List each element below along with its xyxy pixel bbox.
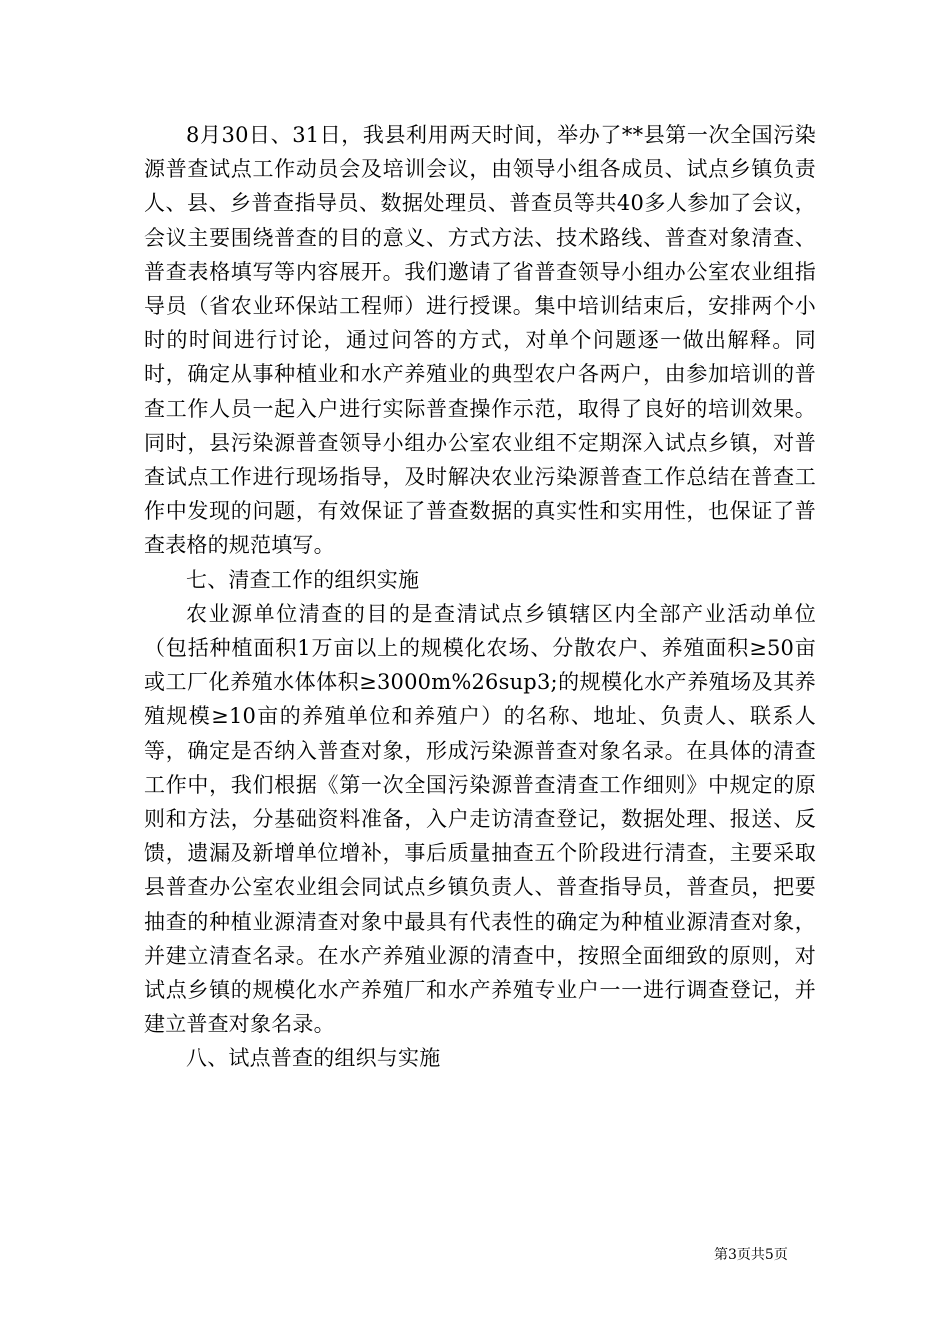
page-number-footer: 第3页共5页 — [714, 1247, 788, 1263]
section-heading-eight: 八、试点普查的组织与实施 — [186, 1046, 441, 1071]
paragraph-inventory-work: 农业源单位清查的目的是查清试点乡镇辖区内全部产业活动单位（包括种植面积1万亩以上的规模化农场、分散农户、养殖面积≥50亩或工厂化养殖水体体积≥3000m%26sup3;的规模化水产养殖场及其养殖规模≥10亩的养殖单位和养殖户）的名称、地址、负责人、联系人等，确定是否纳入普查对象，形成污染源普查对象名录。在具体的清查工作中，我们根据《第一次全国污染源普查清查工作细则》中规定的原则和方法，分基础资料准备，入户走访清查登记，数据处理、报送、反馈，遗漏及新增单位增补，事后质量抽查五个阶段进行清查，主要采取县普查办公室农业组会同试点乡镇负责人、普查指导员，普查员，把要抽查的种植业源清查对象中最具有代表性的确定为种植业源清查对象，并建立清查名录。在水产养殖业源的清查中，按照全面细致的原则，对试点乡镇的规模化水产养殖厂和水产养殖专业户一一进行调查登记，并建立普查对象名录。 — [144, 601, 816, 1037]
section-heading-seven: 七、清查工作的组织实施 — [186, 567, 420, 592]
paragraph-training-meeting: 8月30日、31日，我县利用两天时间，举办了**县第一次全国污染源普查试点工作动员会及培训会议，由领导小组各成员、试点乡镇负责人、县、乡普查指导员、数据处理员、普查员等共40多人参加了会议，会议主要围绕普查的目的意义、方式方法、技术路线、普查对象清查、普查表格填写等内容展开。我们邀请了省普查领导小组办公室农业组指导员（省农业环保站工程师）进行授课。集中培训结束后，安排两个小时的时间进行讨论，通过问答的方式，对单个问题逐一做出解释。同时，确定从事种植业和水产养殖业的典型农户各两户，由参加培训的普查工作人员一起入户进行实际普查操作示范，取得了良好的培训效果。同时，县污染源普查领导小组办公室农业组不定期深入试点乡镇，对普查试点工作进行现场指导，及时解决农业污染源普查工作总结在普查工作中发现的问题，有效保证了普查数据的真实性和实用性，也保证了普查表格的规范填写。 — [144, 123, 816, 558]
document-body — [144, 118, 816, 1076]
